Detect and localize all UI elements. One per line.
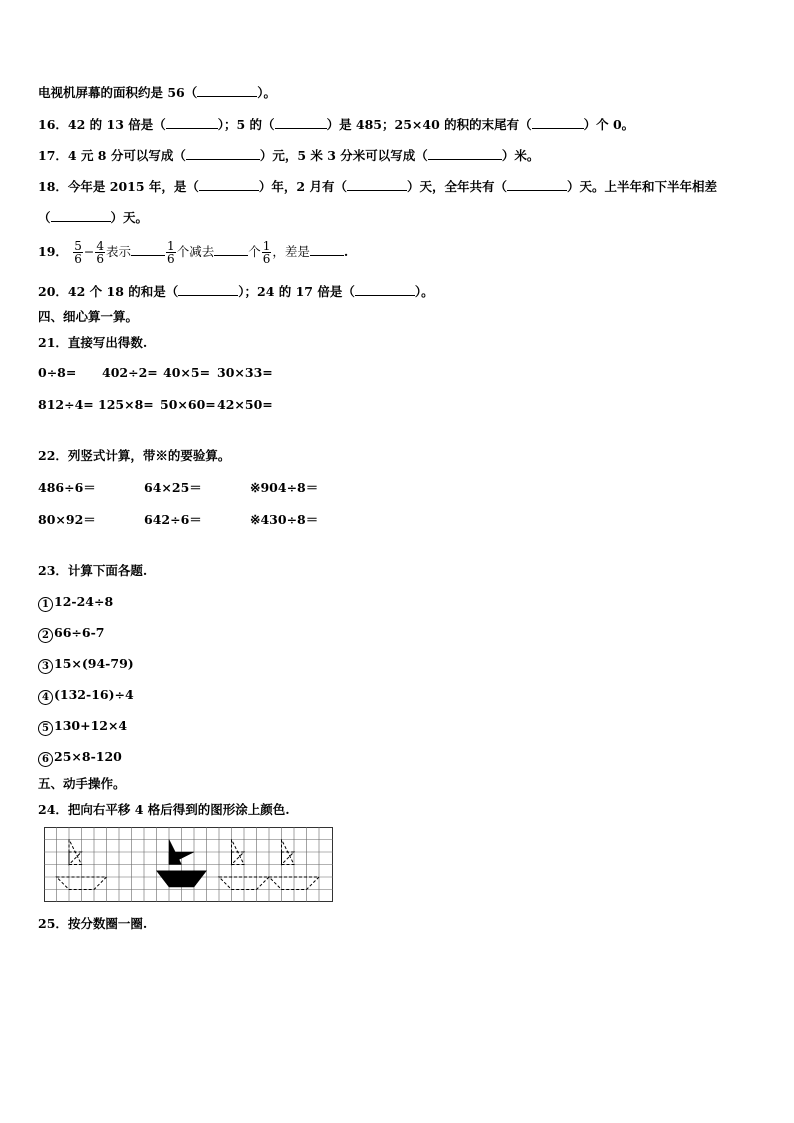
q23-item-6: 6 25×8-120 <box>38 749 122 767</box>
q23-item-2: 2 66÷6-7 <box>38 625 104 643</box>
calc-item: 30×33= <box>217 365 273 380</box>
fraction: $\frac{5}{6}$ <box>74 239 82 266</box>
q23-item-1: 1 12-24÷8 <box>38 594 113 612</box>
question-25-title: 25．按分数圈一圈. <box>38 916 148 931</box>
q15-tail: 电视机屏幕的面积约是 56（ ）。 <box>38 85 277 100</box>
answer-blank[interactable] <box>310 243 344 256</box>
calc-item: 486÷6＝ <box>38 480 96 495</box>
calc-item: 402÷2= <box>102 365 158 380</box>
calc-item: 50×60= <box>160 397 216 412</box>
calc-item: 125×8= <box>98 397 154 412</box>
translation-grid-figure <box>44 827 334 903</box>
calc-item: 40×5= <box>163 365 211 380</box>
fraction: $\frac{4}{6}$ <box>96 239 105 266</box>
question-24-title: 24．把向右平移 4 格后得到的图形涂上颜色. <box>38 802 290 817</box>
calc-item: 80×92＝ <box>38 512 96 527</box>
fraction: $\frac{1}{6}$ <box>167 239 175 266</box>
calc-item: ※430÷8＝ <box>250 512 319 527</box>
calc-item: 0÷8= <box>38 365 77 380</box>
answer-blank[interactable] <box>51 209 111 222</box>
answer-blank[interactable] <box>166 116 218 129</box>
calc-item: 64×25＝ <box>144 480 202 495</box>
calc-item: 642÷6＝ <box>144 512 202 527</box>
section-heading: 五、动手操作。 <box>38 776 126 791</box>
calc-item: ※904÷8＝ <box>250 480 319 495</box>
answer-blank[interactable] <box>186 147 260 160</box>
question-23-title: 23．计算下面各题. <box>38 563 148 578</box>
question-16: 16．42 的 13 倍是（ ）；5 的（ ）是 485；25×40 的积的末尾有（ ）个 0。 <box>38 117 635 132</box>
q21-row-2 <box>38 397 273 413</box>
answer-blank[interactable] <box>428 147 502 160</box>
answer-blank[interactable] <box>275 116 327 129</box>
answer-blank[interactable] <box>197 84 257 97</box>
q23-item-5: 5 130+12×4 <box>38 718 127 736</box>
answer-blank[interactable] <box>507 178 567 191</box>
answer-blank[interactable] <box>532 116 584 129</box>
answer-blank[interactable] <box>355 283 415 296</box>
calc-item: 812÷4= <box>38 397 94 412</box>
section-heading: 四、细心算一算。 <box>38 309 139 324</box>
answer-blank[interactable] <box>178 283 238 296</box>
answer-blank[interactable] <box>131 243 165 256</box>
answer-blank[interactable] <box>347 178 407 191</box>
q21-row-1 <box>38 365 273 381</box>
question-17: 17．4 元 8 分可以写成（ ）元，5 米 3 分米可以写成（ ）米。 <box>38 148 540 163</box>
q22-row-1 <box>38 480 318 496</box>
q23-item-4: 4 (132-16)÷4 <box>38 687 134 705</box>
calc-item: 42×50= <box>217 397 273 412</box>
question-19: 19． $\frac{5}{6}$ − $\frac{4}{6}$ 表示 $\frac{1}{6}$ 个减去 个 $\frac{1}{6}$ ，差是 . <box>38 239 349 266</box>
answer-blank[interactable] <box>214 243 248 256</box>
question-22-title: 22．列竖式计算，带※的要验算。 <box>38 448 231 463</box>
answer-blank[interactable] <box>199 178 259 191</box>
question-18-line2: （ ）天。 <box>38 210 149 225</box>
grid-lines <box>44 827 333 902</box>
question-20: 20．42 个 18 的和是（ ）；24 的 17 倍是（ ）。 <box>38 284 434 299</box>
q22-row-2 <box>38 512 318 528</box>
question-18: 18．今年是 2015 年，是（ ）年，2 月有（ ）天，全年共有（ ）天。上半年和下半年相差 <box>38 179 717 194</box>
question-21-title: 21．直接写出得数. <box>38 335 148 350</box>
fraction: $\frac{1}{6}$ <box>262 239 271 266</box>
q23-item-3: 3 15×(94-79) <box>38 656 134 674</box>
